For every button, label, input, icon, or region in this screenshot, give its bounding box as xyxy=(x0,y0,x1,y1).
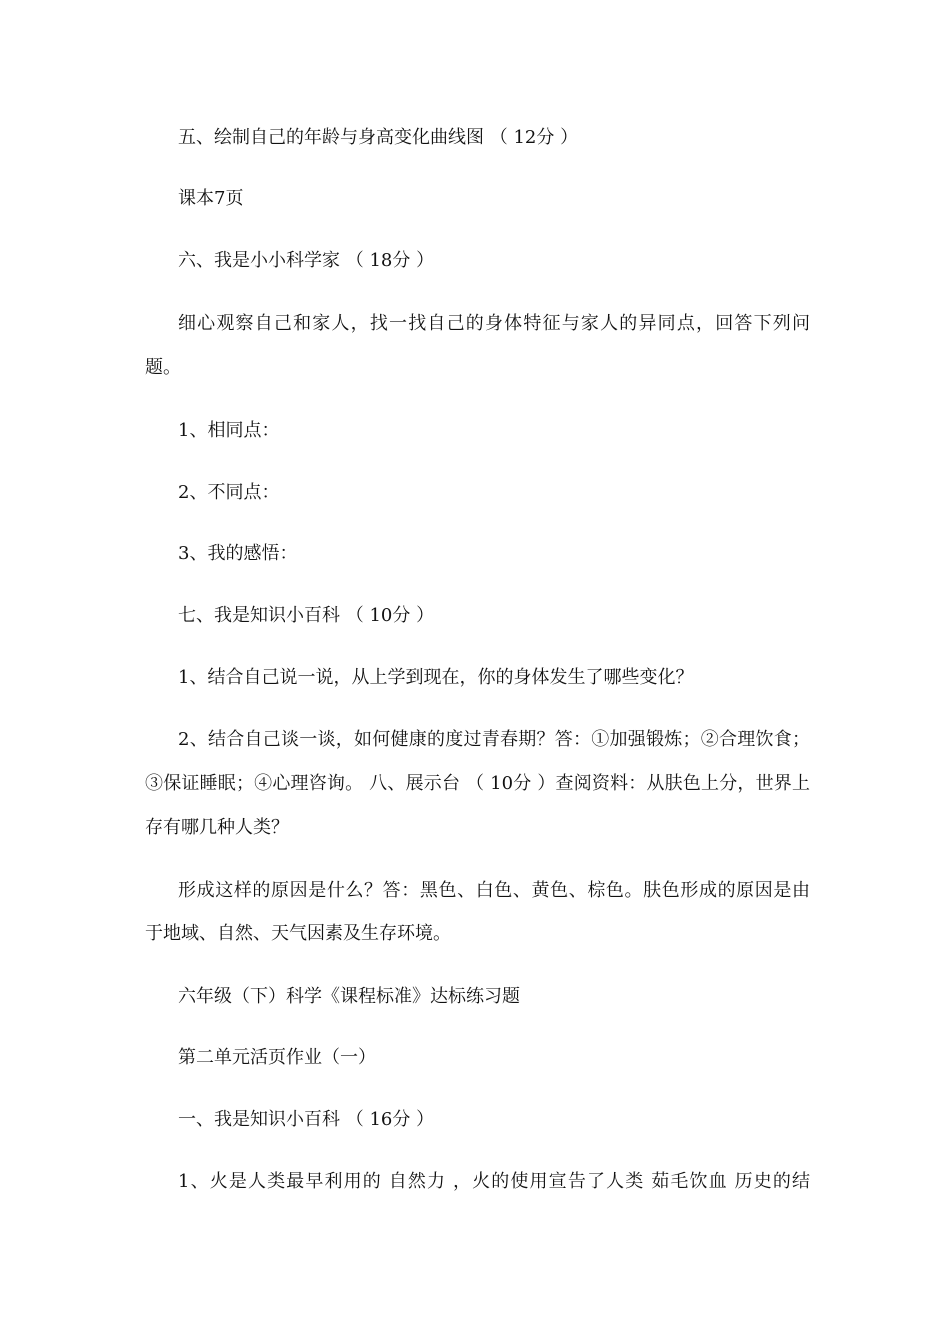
answer-paragraph-line1: 形成这样的原因是什么？答：黑色、白色、黄色、棕色。肤色形成的原因是由 xyxy=(178,880,810,901)
section-six-instruction-line2: 题。 xyxy=(145,357,181,378)
section-seven-question2-line2: ③保证睡眠；④心理咨询。 八、展示台 （ 10分 ）查阅资料：从肤色上分，世界上 xyxy=(145,773,810,794)
section-seven-question2-line1: 2、结合自己谈一谈，如何健康的度过青春期？答：①加强锻炼；②合理饮食； xyxy=(178,729,810,750)
question-differences: 2、不同点： xyxy=(178,482,280,503)
section-six-heading: 六、我是小小科学家 （ 18分 ） xyxy=(178,250,435,271)
question-reflection: 3、我的感悟： xyxy=(178,543,298,564)
exercise-title: 六年级（下）科学《课程标准》达标练习题 xyxy=(178,986,520,1007)
section-seven-question2-line3: 存有哪几种人类？ xyxy=(145,817,289,838)
unit-worksheet-title: 第二单元活页作业（一） xyxy=(178,1047,376,1068)
section-one-heading: 一、我是知识小百科 （ 16分 ） xyxy=(178,1109,435,1130)
section-seven-heading: 七、我是知识小百科 （ 10分 ） xyxy=(178,605,435,626)
section-seven-question1: 1、结合自己说一说，从上学到现在，你的身体发生了哪些变化？ xyxy=(178,667,694,688)
question-similarities: 1、相同点： xyxy=(178,420,280,441)
answer-paragraph-line2: 于地域、自然、天气因素及生存环境。 xyxy=(145,923,451,944)
section-six-instruction-line1: 细心观察自己和家人，找一找自己的身体特征与家人的异同点，回答下列问 xyxy=(178,313,810,334)
textbook-page-note: 课本7页 xyxy=(178,188,244,209)
section-five-heading: 五、绘制自己的年龄与身高变化曲线图 （ 12分 ） xyxy=(178,127,579,148)
section-one-question1: 1、火是人类最早利用的 自然力 ，火的使用宣告了人类 茹毛饮血 历史的结 xyxy=(178,1171,810,1192)
